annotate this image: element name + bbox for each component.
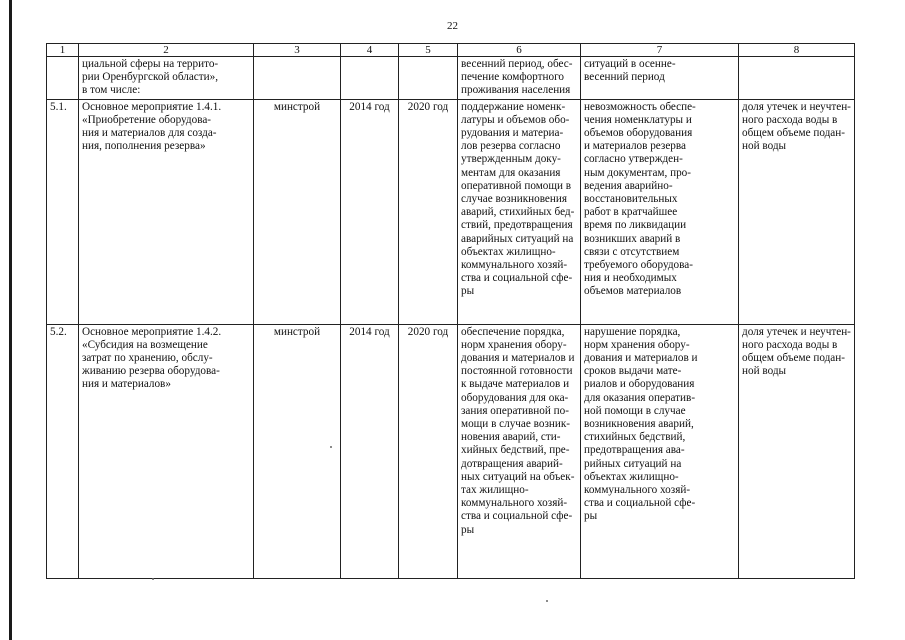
measure-name: Основное мероприятие 1.4.2. «Субсидия на возмещение затрат по хранению, обслу- живанию резерва оборудова- ния и материалов» [79,324,254,578]
executor [254,57,341,100]
end-year: 2020 год [399,99,458,324]
consequence: ситуаций в осенне- весенний период [581,57,739,100]
consequence: нарушение порядка, норм хранения обору- дования и материалов и сроков выдачи мате- риалов и оборудования для оказания оператив- ной помощи в случае возникновения аварий, стихийных бедствий, предотвращения ава- рийных ситуаций на объектах жилищно- коммунального хозяй- ства и социальной сфе- ры [581,324,739,578]
end-year [399,57,458,100]
executor: минстрой [254,324,341,578]
start-year: 2014 год [341,99,399,324]
expected-result: весенний период, обес- печение комфортного проживания населения [458,57,581,100]
column-header: 4 [341,44,399,57]
column-header: 1 [47,44,79,57]
end-year: 2020 год [399,324,458,578]
indicator: доля утечек и неучтен- ного расхода воды в общем объеме подан- ной воды [739,99,855,324]
column-header: 5 [399,44,458,57]
expected-result: обеспечение порядка, норм хранения обору- дования и материалов и постоянной готовности к выдаче материалов и оборудования для ока- зания оперативной по- мощи в случае возник- новения аварий, сти- хийных бедствий, пре- дотвращения аварий- ных ситуаций на объек- тах жилищно- коммунального хозяй- ства и социальной сфе- ры [458,324,581,578]
executor: минстрой [254,99,341,324]
scan-speck [152,578,154,580]
indicator: доля утечек и неучтен- ного расхода воды в общем объеме подан- ной воды [739,324,855,578]
expected-result: поддержание номенк- латуры и объемов обо- рудования и материа- лов резерва согласно утвержденным доку- ментам для оказания оперативной помощи в случае возникновения аварий, стихийных бед- ствий, предотвращения аварийных ситуаций на объектах жилищно- коммунального хозяй- ства и социальной сфе- ры [458,99,581,324]
table-row [47,324,855,578]
column-header: 8 [739,44,855,57]
consequence: невозможность обеспе- чения номенклатуры и объемов оборудования и материалов резерва согласно утвержден- ным документам, про- ведения аварийно- восстановительных работ в кратчайшее время по ликвидации возникших аварий в связи с отсутствием требуемого оборудова- ния и необходимых объемов материалов [581,99,739,324]
page-number: 22 [447,20,458,32]
table-row [47,99,855,324]
column-header: 2 [79,44,254,57]
column-header: 6 [458,44,581,57]
scan-edge-bar [9,0,12,640]
measure-name: Основное мероприятие 1.4.1. «Приобретение оборудова- ния и материалов для созда- ния, пополнения резерва» [79,99,254,324]
data-table [46,43,855,579]
start-year [341,57,399,100]
row-number: 5.1. [47,99,79,324]
table-row [47,57,855,100]
indicator [739,57,855,100]
scan-speck [330,446,332,448]
scan-speck [546,600,548,602]
column-header: 7 [581,44,739,57]
measure-name: циальной сферы на террито- рии Оренбургской области», в том числе: [79,57,254,100]
column-header: 3 [254,44,341,57]
column-number-row [47,44,855,57]
row-number [47,57,79,100]
start-year: 2014 год [341,324,399,578]
row-number: 5.2. [47,324,79,578]
